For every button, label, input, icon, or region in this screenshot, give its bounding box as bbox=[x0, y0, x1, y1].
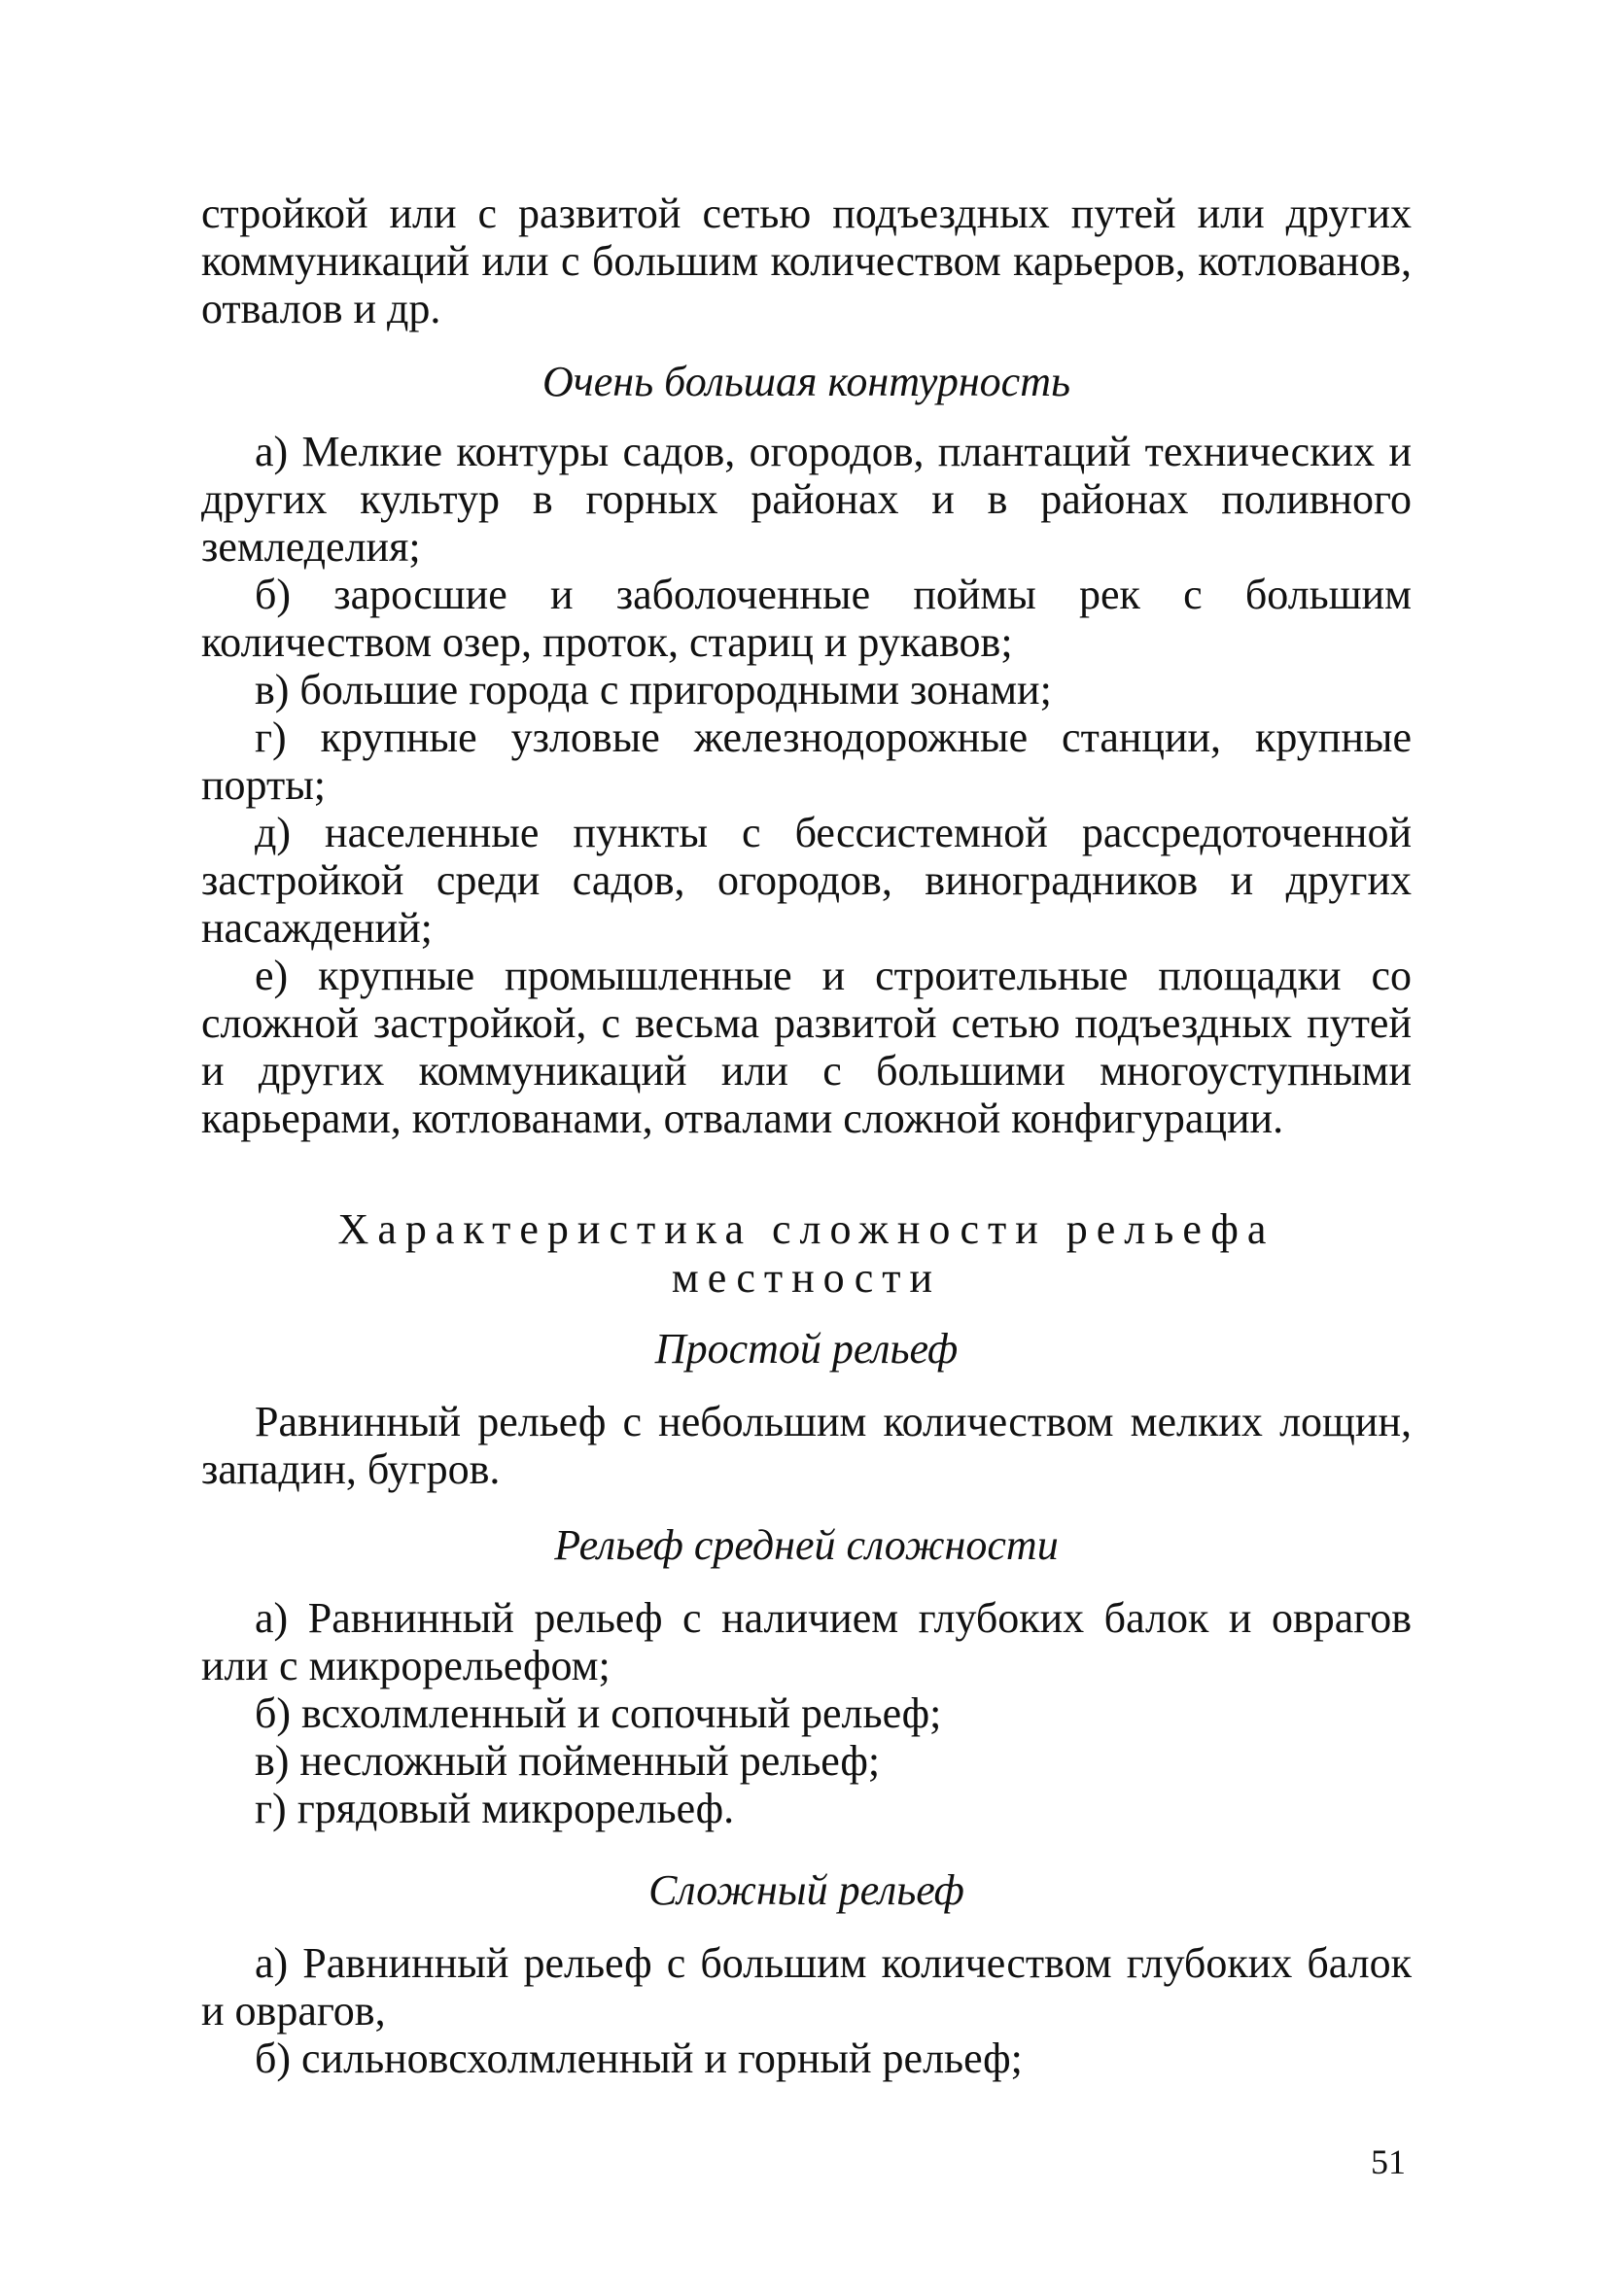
intro-block bbox=[201, 190, 1412, 332]
list-item: б) заросшие и заболоченные поймы рек с большим количеством озер, проток, стариц и рукавов; bbox=[201, 571, 1412, 666]
simple-relief-text: Равнинный рельеф с небольшим количеством мелких лощин, западин, бугров. bbox=[201, 1398, 1412, 1493]
list-item: б) всхолмленный и сопочный рельеф; bbox=[255, 1689, 942, 1737]
heading-very-large-contour: Очень большая контурность bbox=[542, 358, 1070, 405]
complex-relief-list bbox=[201, 1939, 1412, 2082]
section-title-line2: местности bbox=[671, 1254, 942, 1302]
list-item: а) Мелкие контуры садов, огородов, плантаций технических и других культур в горных районах и в районах поливного земледелия; bbox=[201, 428, 1412, 571]
list-item: в) большие города с пригородными зонами; bbox=[255, 666, 1052, 713]
heading-medium-relief: Рельеф средней сложности bbox=[554, 1521, 1059, 1569]
list-item: г) грядовый микрорельеф. bbox=[255, 1785, 735, 1832]
intro-paragraph: стройкой или с развитой сетью подъездных путей или других коммуникаций или с большим количеством карьеров, котлованов, отвалов и др. bbox=[201, 190, 1412, 332]
list-item: а) Равнинный рельеф с большим количеством глубоких балок и оврагов, bbox=[201, 1939, 1412, 2035]
simple-relief-block bbox=[201, 1398, 1412, 1493]
list-item: а) Равнинный рельеф с наличием глубоких балок и оврагов или с микрорельефом; bbox=[201, 1594, 1412, 1689]
heading-complex-relief: Сложный рельеф bbox=[648, 1866, 964, 1914]
list-item: д) населенные пункты с бессистемной рассредоточенной застройкой среди садов, огородов, виноградников и других насаждений; bbox=[201, 809, 1412, 952]
page-number: 51 bbox=[1371, 2142, 1406, 2181]
list-item: в) несложный пойменный рельеф; bbox=[255, 1737, 881, 1785]
section-title-line1: Характеристика сложности рельефа bbox=[337, 1205, 1275, 1253]
very-large-list bbox=[201, 428, 1412, 1142]
list-item: б) сильновсхолмленный и горный рельеф; bbox=[255, 2035, 1023, 2082]
medium-relief-list bbox=[201, 1594, 1412, 1832]
list-item: е) крупные промышленные и строительные площадки со сложной застройкой, с весьма развитой сетью подъездных путей и других коммуникаций или с большими многоуступными карьерами, котлованами, отвалами сложной конфигурации. bbox=[201, 952, 1412, 1142]
heading-simple-relief: Простой рельеф bbox=[654, 1325, 959, 1373]
list-item: г) крупные узловые железнодорожные станции, крупные порты; bbox=[201, 713, 1412, 809]
